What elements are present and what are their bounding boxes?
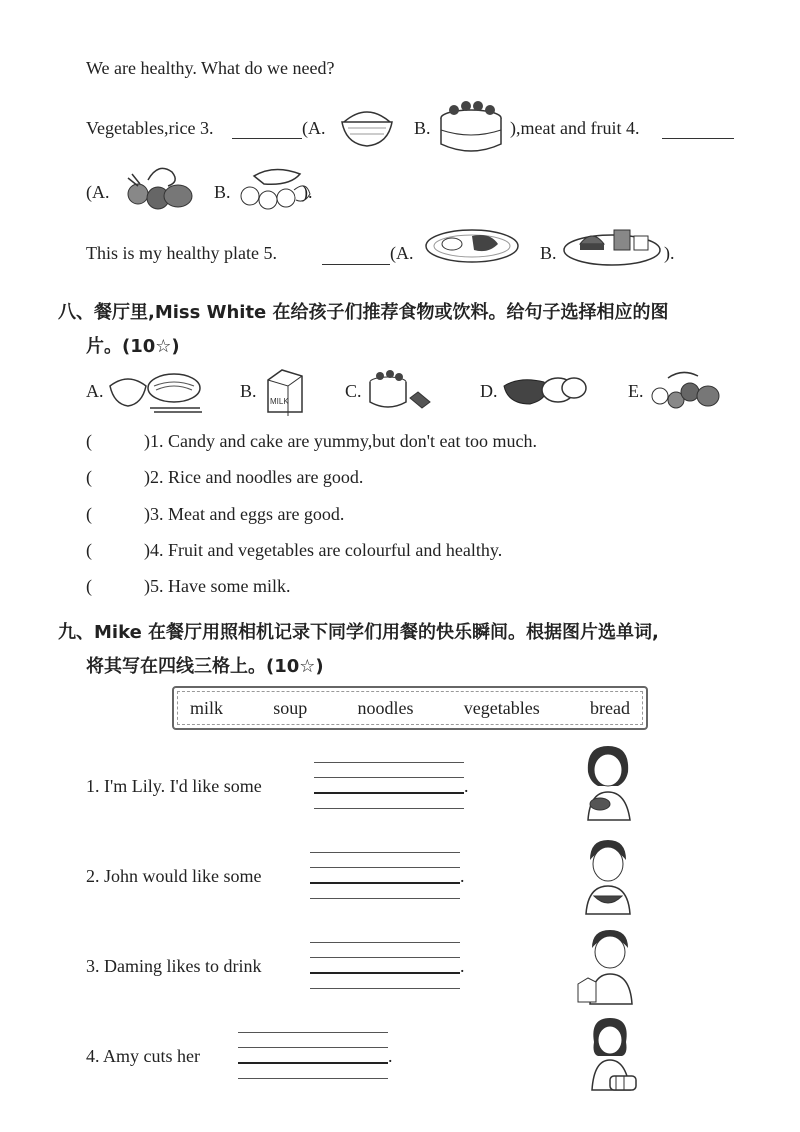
list-item[interactable] — [86, 504, 344, 525]
fruit-and-vegetables-icon — [648, 366, 722, 412]
section-8-title: 八、餐厅里,Miss White 在给孩子们推荐食物或饮料。给句子选择相应的图 — [58, 302, 669, 323]
answer-bracket-3[interactable]: ( — [86, 504, 92, 524]
list-item[interactable] — [86, 576, 290, 597]
picture-option-a: A. — [86, 381, 104, 401]
answer-blank-4[interactable] — [662, 138, 734, 139]
item-text-2: )2. Rice and noodles are good. — [144, 467, 364, 487]
question-1-text: 1. I'm Lily. I'd like some — [86, 776, 262, 796]
option-b-label: B. — [540, 243, 557, 263]
item-text-1: )1. Candy and cake are yummy,but don't eat too much. — [144, 431, 537, 451]
word-bank-item: vegetables — [463, 697, 540, 718]
four-line-writing-grid[interactable] — [310, 942, 460, 989]
word-bank-item: noodles — [357, 697, 414, 718]
intro-line-4-end: ). — [664, 243, 675, 263]
four-line-writing-grid[interactable] — [314, 762, 464, 809]
answer-bracket-5[interactable]: ( — [86, 576, 92, 596]
section-9-title-cont: 将其写在四线三格上。(10☆) — [86, 656, 324, 677]
question-1-end: . — [464, 776, 469, 796]
four-line-writing-grid[interactable] — [238, 1032, 388, 1079]
answer-bracket-1[interactable]: ( — [86, 431, 92, 451]
question-3-text: 3. Daming likes to drink — [86, 956, 262, 976]
question-2-end: . — [460, 866, 465, 886]
answer-blank-3[interactable] — [232, 138, 302, 139]
rice-and-noodles-icon — [108, 366, 204, 414]
list-item[interactable] — [86, 431, 537, 452]
four-line-writing-grid[interactable] — [310, 852, 460, 899]
picture-option-c: C. — [345, 381, 362, 401]
boy-drinking-milk-icon — [576, 926, 638, 1006]
milk-carton-label: MILK — [270, 397, 289, 406]
intro-line-2-prefix: Vegetables,rice 3. — [86, 118, 214, 138]
intro-line-1: We are healthy. What do we need? — [86, 58, 335, 78]
meat-and-eggs-icon — [500, 370, 590, 410]
girl-eating-vegetables-icon — [578, 742, 636, 822]
boy-eating-soup-icon — [578, 836, 636, 916]
option-a-label: (A. — [86, 182, 110, 202]
word-bank-item: bread — [590, 697, 630, 718]
cake-and-candy-icon — [366, 364, 436, 414]
option-a-label: (A. — [302, 118, 326, 138]
section-9-title: 九、Mike 在餐厅用照相机记录下同学们用餐的快乐瞬间。根据图片选单词, — [58, 622, 659, 643]
picture-option-d: D. — [480, 381, 498, 401]
intro-line-4-prefix: This is my healthy plate 5. — [86, 243, 277, 263]
item-text-3: )3. Meat and eggs are good. — [144, 504, 345, 524]
picture-option-b: B. — [240, 381, 257, 401]
picture-option-e: E. — [628, 381, 644, 401]
word-bank-item: milk — [190, 697, 224, 718]
option-b-label: B. — [214, 182, 231, 202]
word-bank-item: soup — [273, 697, 308, 718]
question-2-text: 2. John would like some — [86, 866, 262, 886]
question-4-text: 4. Amy cuts her — [86, 1046, 200, 1066]
answer-blank-5[interactable] — [322, 264, 390, 265]
item-text-4: )4. Fruit and vegetables are colourful and healthy. — [144, 540, 503, 560]
question-4-end: . — [388, 1046, 393, 1066]
vegetables-icon — [118, 160, 198, 214]
option-b-label: B. — [414, 118, 431, 138]
rice-bowl-icon — [338, 98, 396, 150]
healthy-plate-icon — [424, 222, 520, 266]
girl-cutting-bread-icon — [580, 1014, 642, 1094]
intro-line-2-suffix: ),meat and fruit 4. — [510, 118, 640, 138]
word-bank — [172, 686, 648, 730]
cake-icon — [436, 96, 506, 158]
junk-food-plate-icon — [562, 222, 662, 268]
item-text-5: )5. Have some milk. — [144, 576, 291, 596]
intro-line-3-end: ). — [302, 182, 313, 202]
section-8-title-cont: 片。(10☆) — [86, 336, 180, 357]
answer-bracket-2[interactable]: ( — [86, 467, 92, 487]
question-3-end: . — [460, 956, 465, 976]
list-item[interactable] — [86, 467, 363, 488]
milk-carton-icon — [262, 366, 308, 418]
answer-bracket-4[interactable]: ( — [86, 540, 92, 560]
option-a-label: (A. — [390, 243, 414, 263]
list-item[interactable] — [86, 540, 502, 561]
